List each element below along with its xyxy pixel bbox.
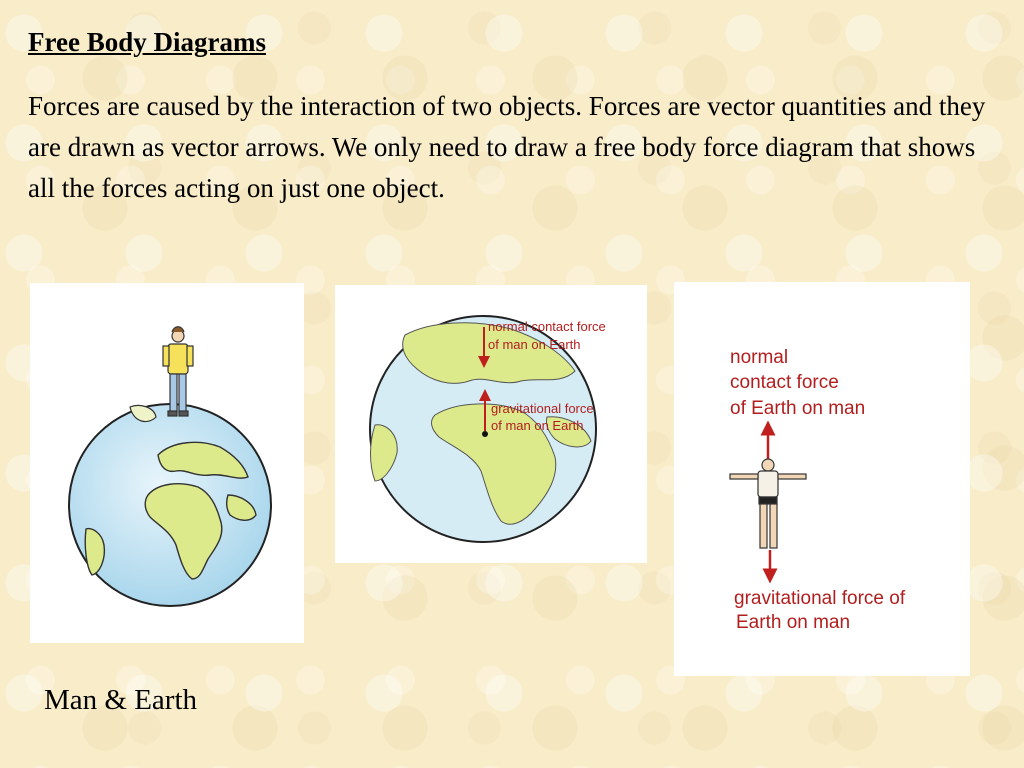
normal-force-label-line2: contact force	[730, 372, 839, 393]
man-figure	[730, 459, 806, 548]
normal-force-label-line1: normal contact force	[488, 319, 606, 334]
man-figure	[163, 327, 193, 416]
gravitational-force-label-line1: gravitational force	[491, 401, 594, 416]
normal-force-label-line3: of Earth on man	[730, 398, 866, 419]
man-on-earth-drawing	[30, 283, 304, 643]
center-point	[482, 431, 488, 437]
slide-title: Free Body Diagrams	[28, 27, 266, 57]
man-forces-drawing	[674, 282, 970, 676]
man-on-earth-illustration	[30, 283, 304, 643]
earth-forces-drawing	[335, 285, 647, 563]
earth-forces-diagram	[335, 285, 647, 563]
man-forces-diagram	[674, 282, 970, 676]
gravitational-force-label-line1: gravitational force of	[734, 588, 906, 609]
normal-force-label-line2: of man on Earth	[488, 337, 581, 352]
slide-body-text: Forces are caused by the interaction of two objects. Forces are vector quantities and they are drawn as vector arrows. We only need to draw a free body force diagram that shows all the forces acting on just one object.	[28, 91, 986, 203]
gravitational-force-label-line2: of man on Earth	[491, 418, 584, 433]
figure-caption: Man & Earth	[44, 684, 198, 716]
gravitational-force-label-line2: Earth on man	[736, 612, 851, 633]
normal-force-label-line1: normal	[730, 347, 789, 368]
